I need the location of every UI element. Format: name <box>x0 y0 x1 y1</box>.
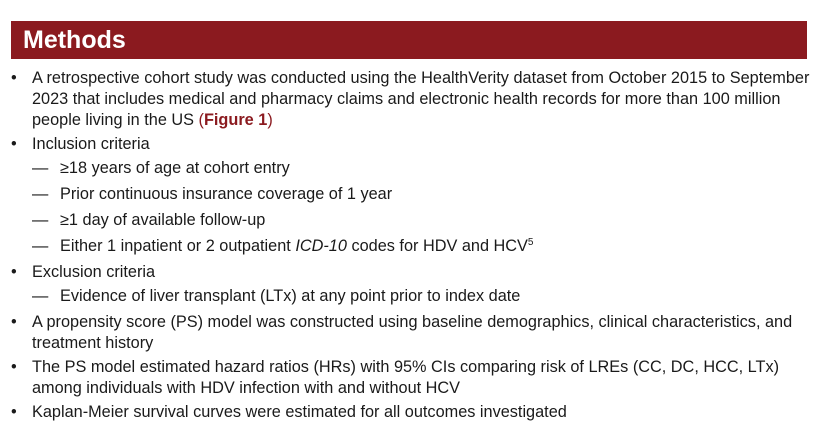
sub-bullet-marker: — <box>32 211 49 229</box>
bullet-inclusion-criteria <box>0 134 833 155</box>
sub-bullet-marker: — <box>32 287 49 305</box>
bullet-marker: • <box>11 69 17 87</box>
bullet-marker: • <box>11 135 17 153</box>
propensity-score-text: A propensity score (PS) model was constructed using baseline demographics, clinical characteristics, and treatment history <box>32 313 793 352</box>
exclusion-criteria-label: Exclusion criteria <box>32 263 156 281</box>
bullet-marker: • <box>11 403 17 421</box>
study-design-text: A retrospective cohort study was conducted using the HealthVerity dataset from October 2015 to September 2023 that includes medical and pharmacy claims and electronic health records for more than 100 million people living in the US <box>32 69 810 129</box>
criterion-text: ≥18 years of age at cohort entry <box>60 159 290 177</box>
criterion-text: ≥1 day of available follow-up <box>60 211 266 229</box>
criterion-text: Either 1 inpatient or 2 outpatient <box>60 237 296 255</box>
section-header-bar <box>11 21 807 59</box>
sub-bullet-icd-codes <box>0 236 833 257</box>
sub-bullet-marker: — <box>32 159 49 177</box>
methods-content <box>0 68 833 426</box>
criterion-text: Prior continuous insurance coverage of 1 year <box>60 185 393 203</box>
bullet-marker: • <box>11 358 17 376</box>
bullet-marker: • <box>11 313 17 331</box>
sub-bullet-age <box>0 158 833 179</box>
criterion-text: Evidence of liver transplant (LTx) at any point prior to index date <box>60 287 521 305</box>
kaplan-meier-text: Kaplan-Meier survival curves were estimated for all outcomes investigated <box>32 403 567 421</box>
sub-bullet-follow-up <box>0 210 833 231</box>
sub-bullet-liver-transplant <box>0 286 833 307</box>
reference-superscript: 5 <box>527 237 534 248</box>
hazard-ratios-text: The PS model estimated hazard ratios (HRs) with 95% CIs comparing risk of LREs (CC, DC, HCC, LTx) among individuals with HDV infection with and without HCV <box>32 358 780 397</box>
bullet-study-design <box>0 68 833 131</box>
bullet-propensity-score <box>0 312 833 354</box>
criterion-text-after: codes for HDV and HCV <box>346 237 528 255</box>
sub-bullet-marker: — <box>32 237 49 255</box>
bullet-hazard-ratios <box>0 357 833 399</box>
bullet-marker: • <box>11 263 17 281</box>
icd-code-label: ICD-10 <box>295 237 347 255</box>
figure-reference: Figure 1 <box>203 111 268 129</box>
bullet-kaplan-meier <box>0 402 833 423</box>
inclusion-criteria-label: Inclusion criteria <box>32 135 150 153</box>
section-title: Methods <box>23 26 126 54</box>
figure-paren-close: ) <box>267 111 273 129</box>
sub-bullet-insurance <box>0 184 833 205</box>
figure-paren-open: ( <box>198 111 204 129</box>
bullet-exclusion-criteria <box>0 262 833 283</box>
sub-bullet-marker: — <box>32 185 49 203</box>
